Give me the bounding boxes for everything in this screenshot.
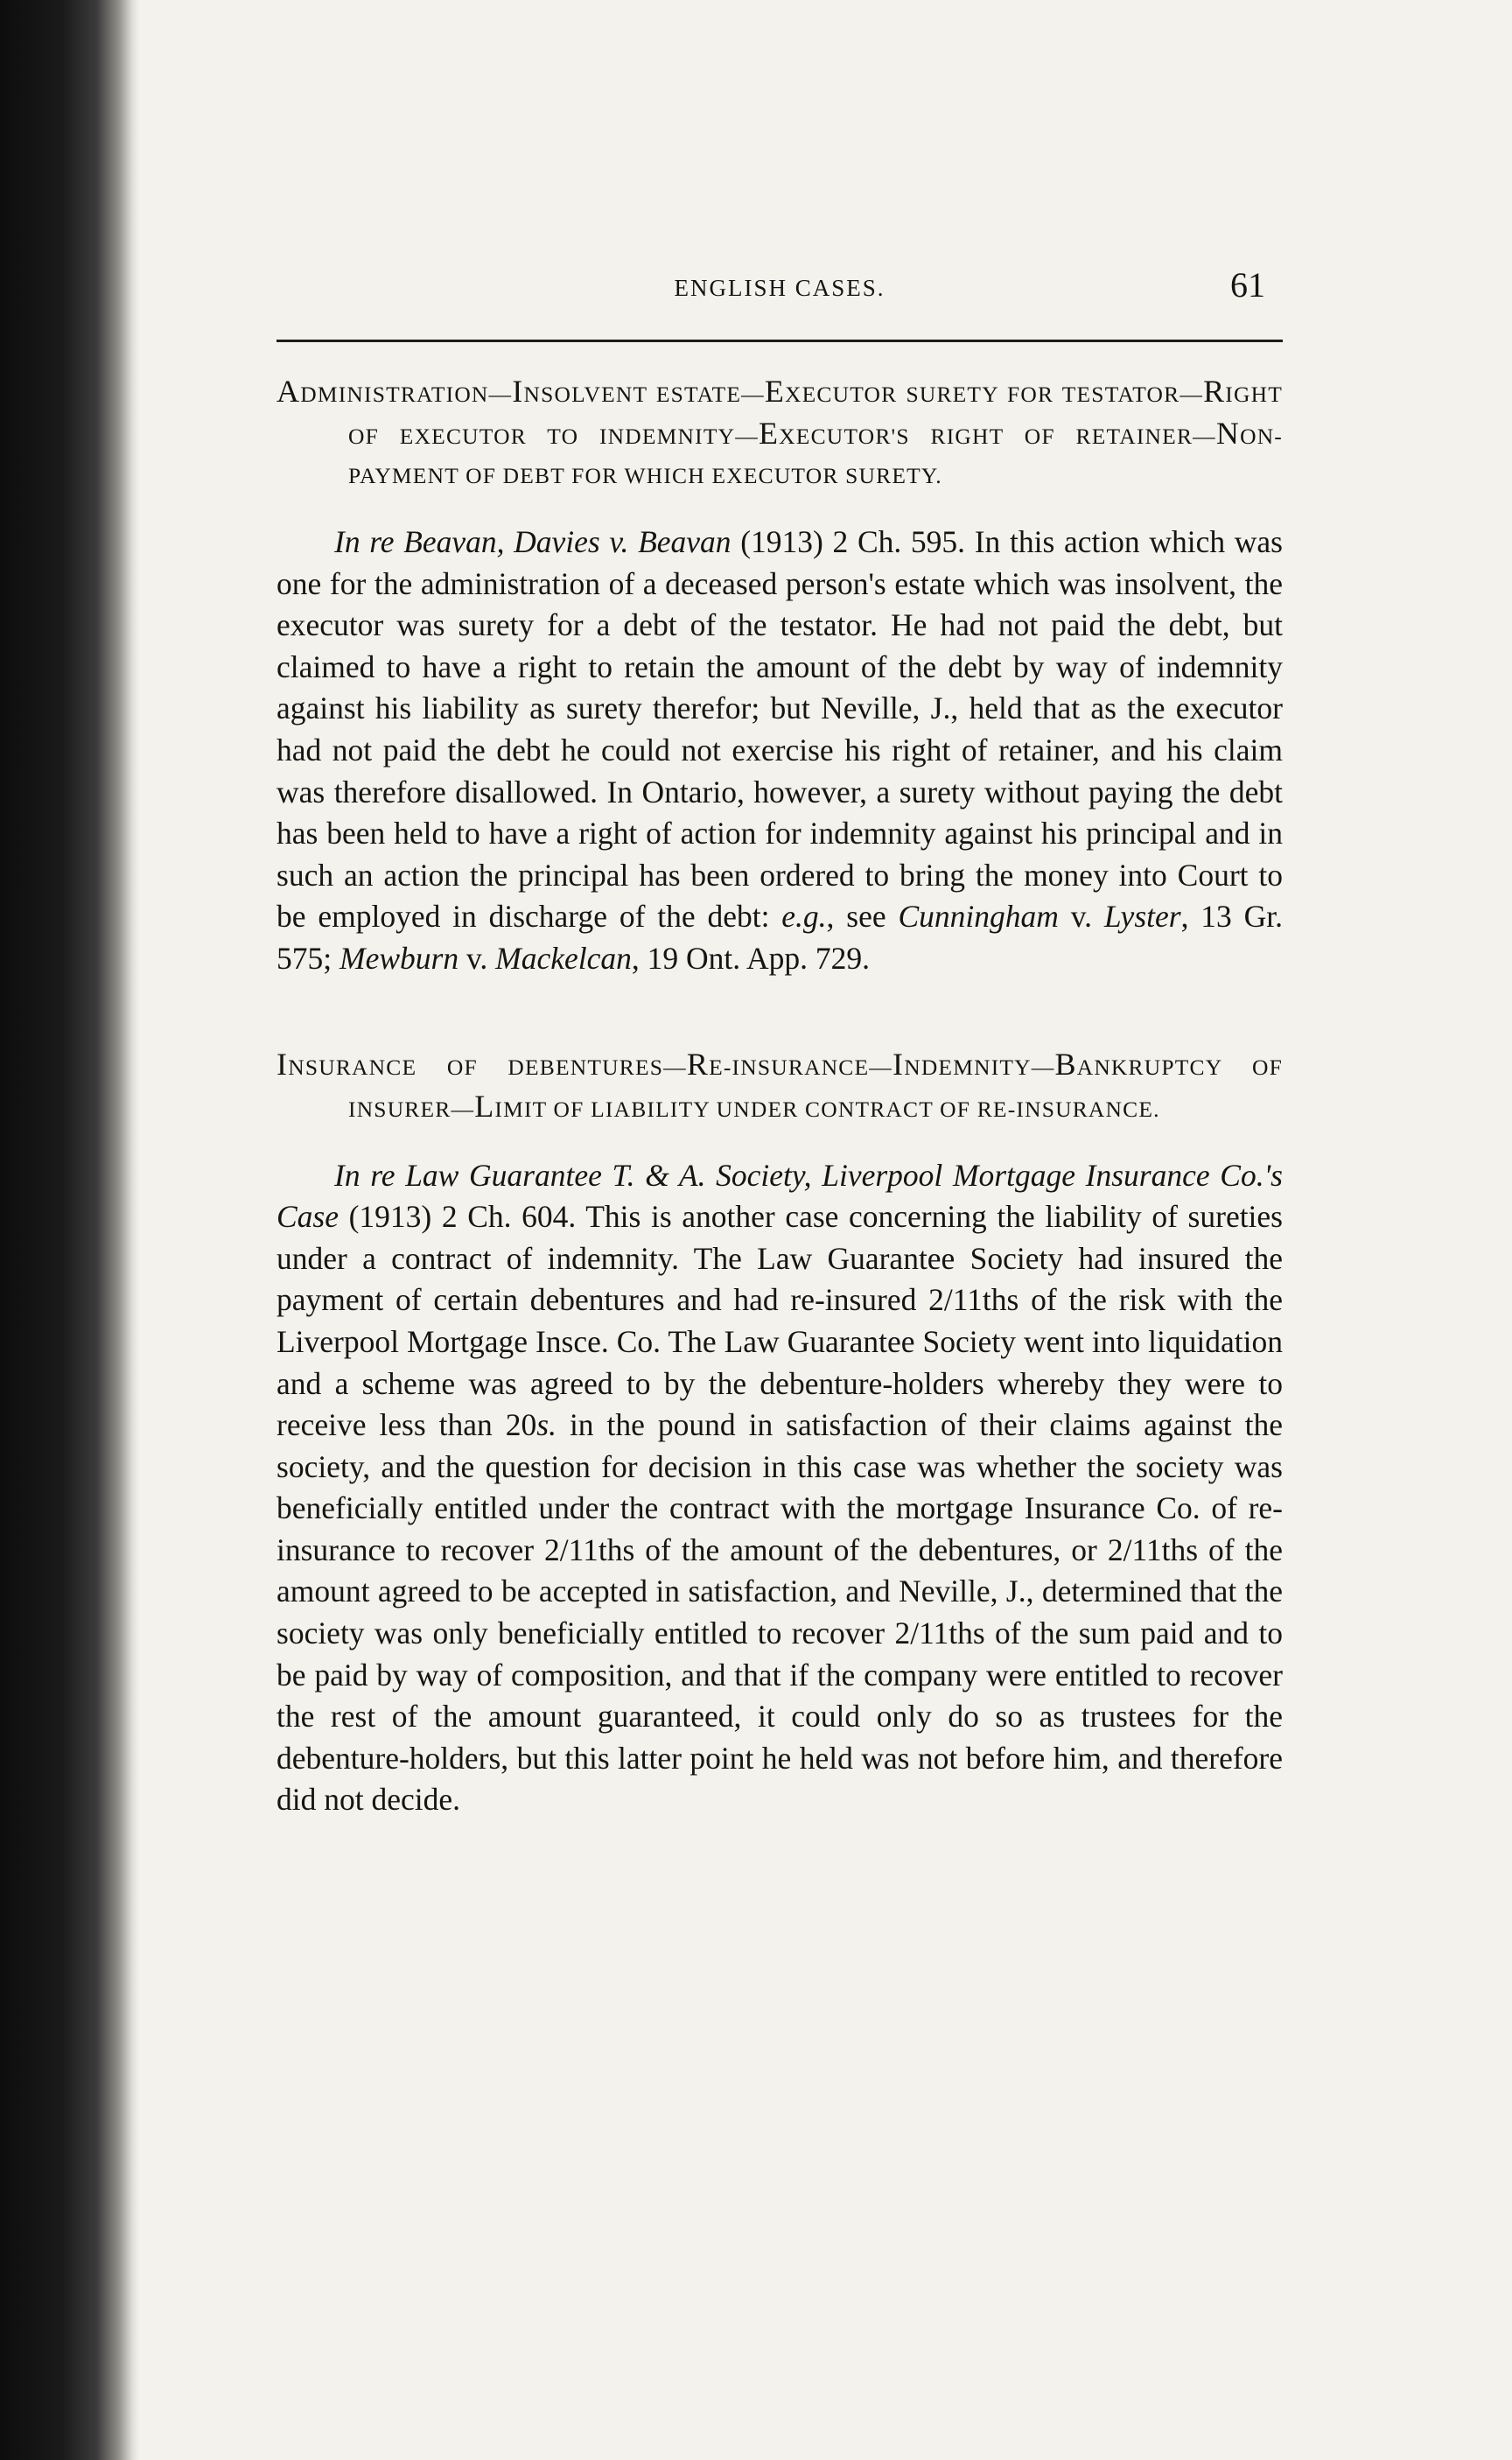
body-text-run: , 19 Ont. App. 729. — [631, 940, 871, 976]
heading-fragment: ON-PAYMENT OF DEBT FOR WHICH EXECUTOR SURETY. — [348, 424, 1284, 488]
heading-fragment: XECUTOR'S RIGHT OF RETAINER— — [779, 424, 1216, 449]
body-text-run: in the pound in satisfaction of their claims against the society, and the question for decision in this case was whether the society was beneficially entitled under the contract with the mortgage Insurance Co. of re-insurance to recover 2/11ths of the amount of the debentures, or 2/11ths of the amount agreed to be accepted in satisfaction, and Neville, J., determined that the society was only beneficially entitled to recover 2/11ths of the sum paid and to be paid by way of composition, and that if the company were entitled to recover the rest of the amount guaranteed, it could only do so as trustees for the debenture-holders, but this latter point he held was not before him, and therefore did not decide. — [276, 1407, 1283, 1818]
heading-fragment: NDEMNITY— — [904, 1054, 1055, 1080]
heading-fragment: I — [892, 1046, 905, 1082]
page-number: 61 — [1230, 265, 1265, 305]
italic-text: Cunningham — [898, 899, 1059, 935]
italic-text: e.g. — [781, 899, 827, 935]
body-text-run: , see — [826, 899, 899, 935]
body-text-run: (1913) 2 Ch. 604. This is another case concerning the liability of sureties under a contract of indemnity. The Law Guarantee Society had insured the payment of certain debentures and had re-insured 2/11ths of the risk with the Liverpool Mortgage Insce. Co. The Law Guarantee Society went into liquidation and a scheme was agreed to by the debenture-holders whereby they were to receive less than 20 — [276, 1199, 1283, 1443]
heading-fragment: XECUTOR SURETY FOR TESTATOR— — [785, 382, 1204, 407]
heading-fragment: I — [512, 374, 524, 409]
section-gap — [276, 980, 1283, 1015]
heading-fragment: IMIT OF LIABILITY UNDER CONTRACT OF RE-INSURANCE. — [494, 1096, 1160, 1122]
heading-fragment: ANKRUPTCY OF INSURER— — [348, 1054, 1283, 1122]
heading-fragment: N — [1215, 416, 1241, 451]
heading-fragment: NSURANCE OF DEBENTURES— — [288, 1054, 687, 1080]
body-text-run: v. — [458, 940, 496, 976]
italic-text: Mewburn — [340, 940, 459, 976]
section-body-insurance — [276, 1155, 1283, 1822]
heading-fragment: R — [1203, 374, 1226, 409]
running-head — [276, 265, 1283, 327]
italic-text: Mackelcan — [495, 940, 632, 976]
heading-fragment: E — [764, 374, 786, 409]
heading-fragment: DMINISTRATION— — [300, 382, 513, 407]
section-heading-administration — [276, 372, 1283, 495]
body-text-run: , 13 Gr. 575; — [276, 899, 1284, 976]
italic-text: In re Beavan, Davies v. Beavan — [334, 524, 732, 559]
section-heading-insurance — [276, 1045, 1283, 1129]
heading-fragment: NSOLVENT ESTATE— — [523, 382, 765, 407]
heading-fragment: E — [758, 416, 780, 451]
heading-fragment: R — [686, 1046, 710, 1082]
heading-fragment: A — [276, 374, 301, 409]
body-text-run: (1913) 2 Ch. 595. In this action which was one for the administration of a deceased person's estate which was insolvent, the executor was surety for a debt of the testator. He had not paid the debt, but claimed to have a right to retain the amount of the debt by way of indemnity against his liability as surety therefor; but Neville, J., held that as the executor had not paid the debt he could not exercise his right of retainer, and his claim was therefore disallowed. In Ontario, however, a surety without paying the debt has been held to have a right of action for indemnity against his principal and in such an action the principal has been ordered to bring the money into Court to be employed in discharge of the debt: — [276, 524, 1283, 935]
body-text-run: v. — [1058, 899, 1104, 935]
header-rule — [276, 340, 1283, 342]
italic-text: In re Law Guarantee T. & A. Society, Liverpool Mortgage Insurance Co.'s Case — [276, 1157, 1283, 1235]
heading-fragment: IGHT OF EXECUTOR TO INDEMNITY— — [348, 382, 1283, 449]
heading-fragment: B — [1054, 1046, 1077, 1082]
italic-text: Lyster — [1103, 899, 1181, 935]
heading-fragment: E-INSURANCE— — [709, 1054, 892, 1080]
running-title: ENGLISH CASES. — [674, 275, 886, 301]
heading-fragment: L — [474, 1088, 495, 1124]
heading-fragment: I — [276, 1046, 289, 1082]
book-page — [276, 265, 1284, 1821]
section-body-administration — [276, 522, 1283, 980]
book-binding-edge — [0, 0, 140, 2460]
italic-text: s. — [536, 1407, 556, 1443]
